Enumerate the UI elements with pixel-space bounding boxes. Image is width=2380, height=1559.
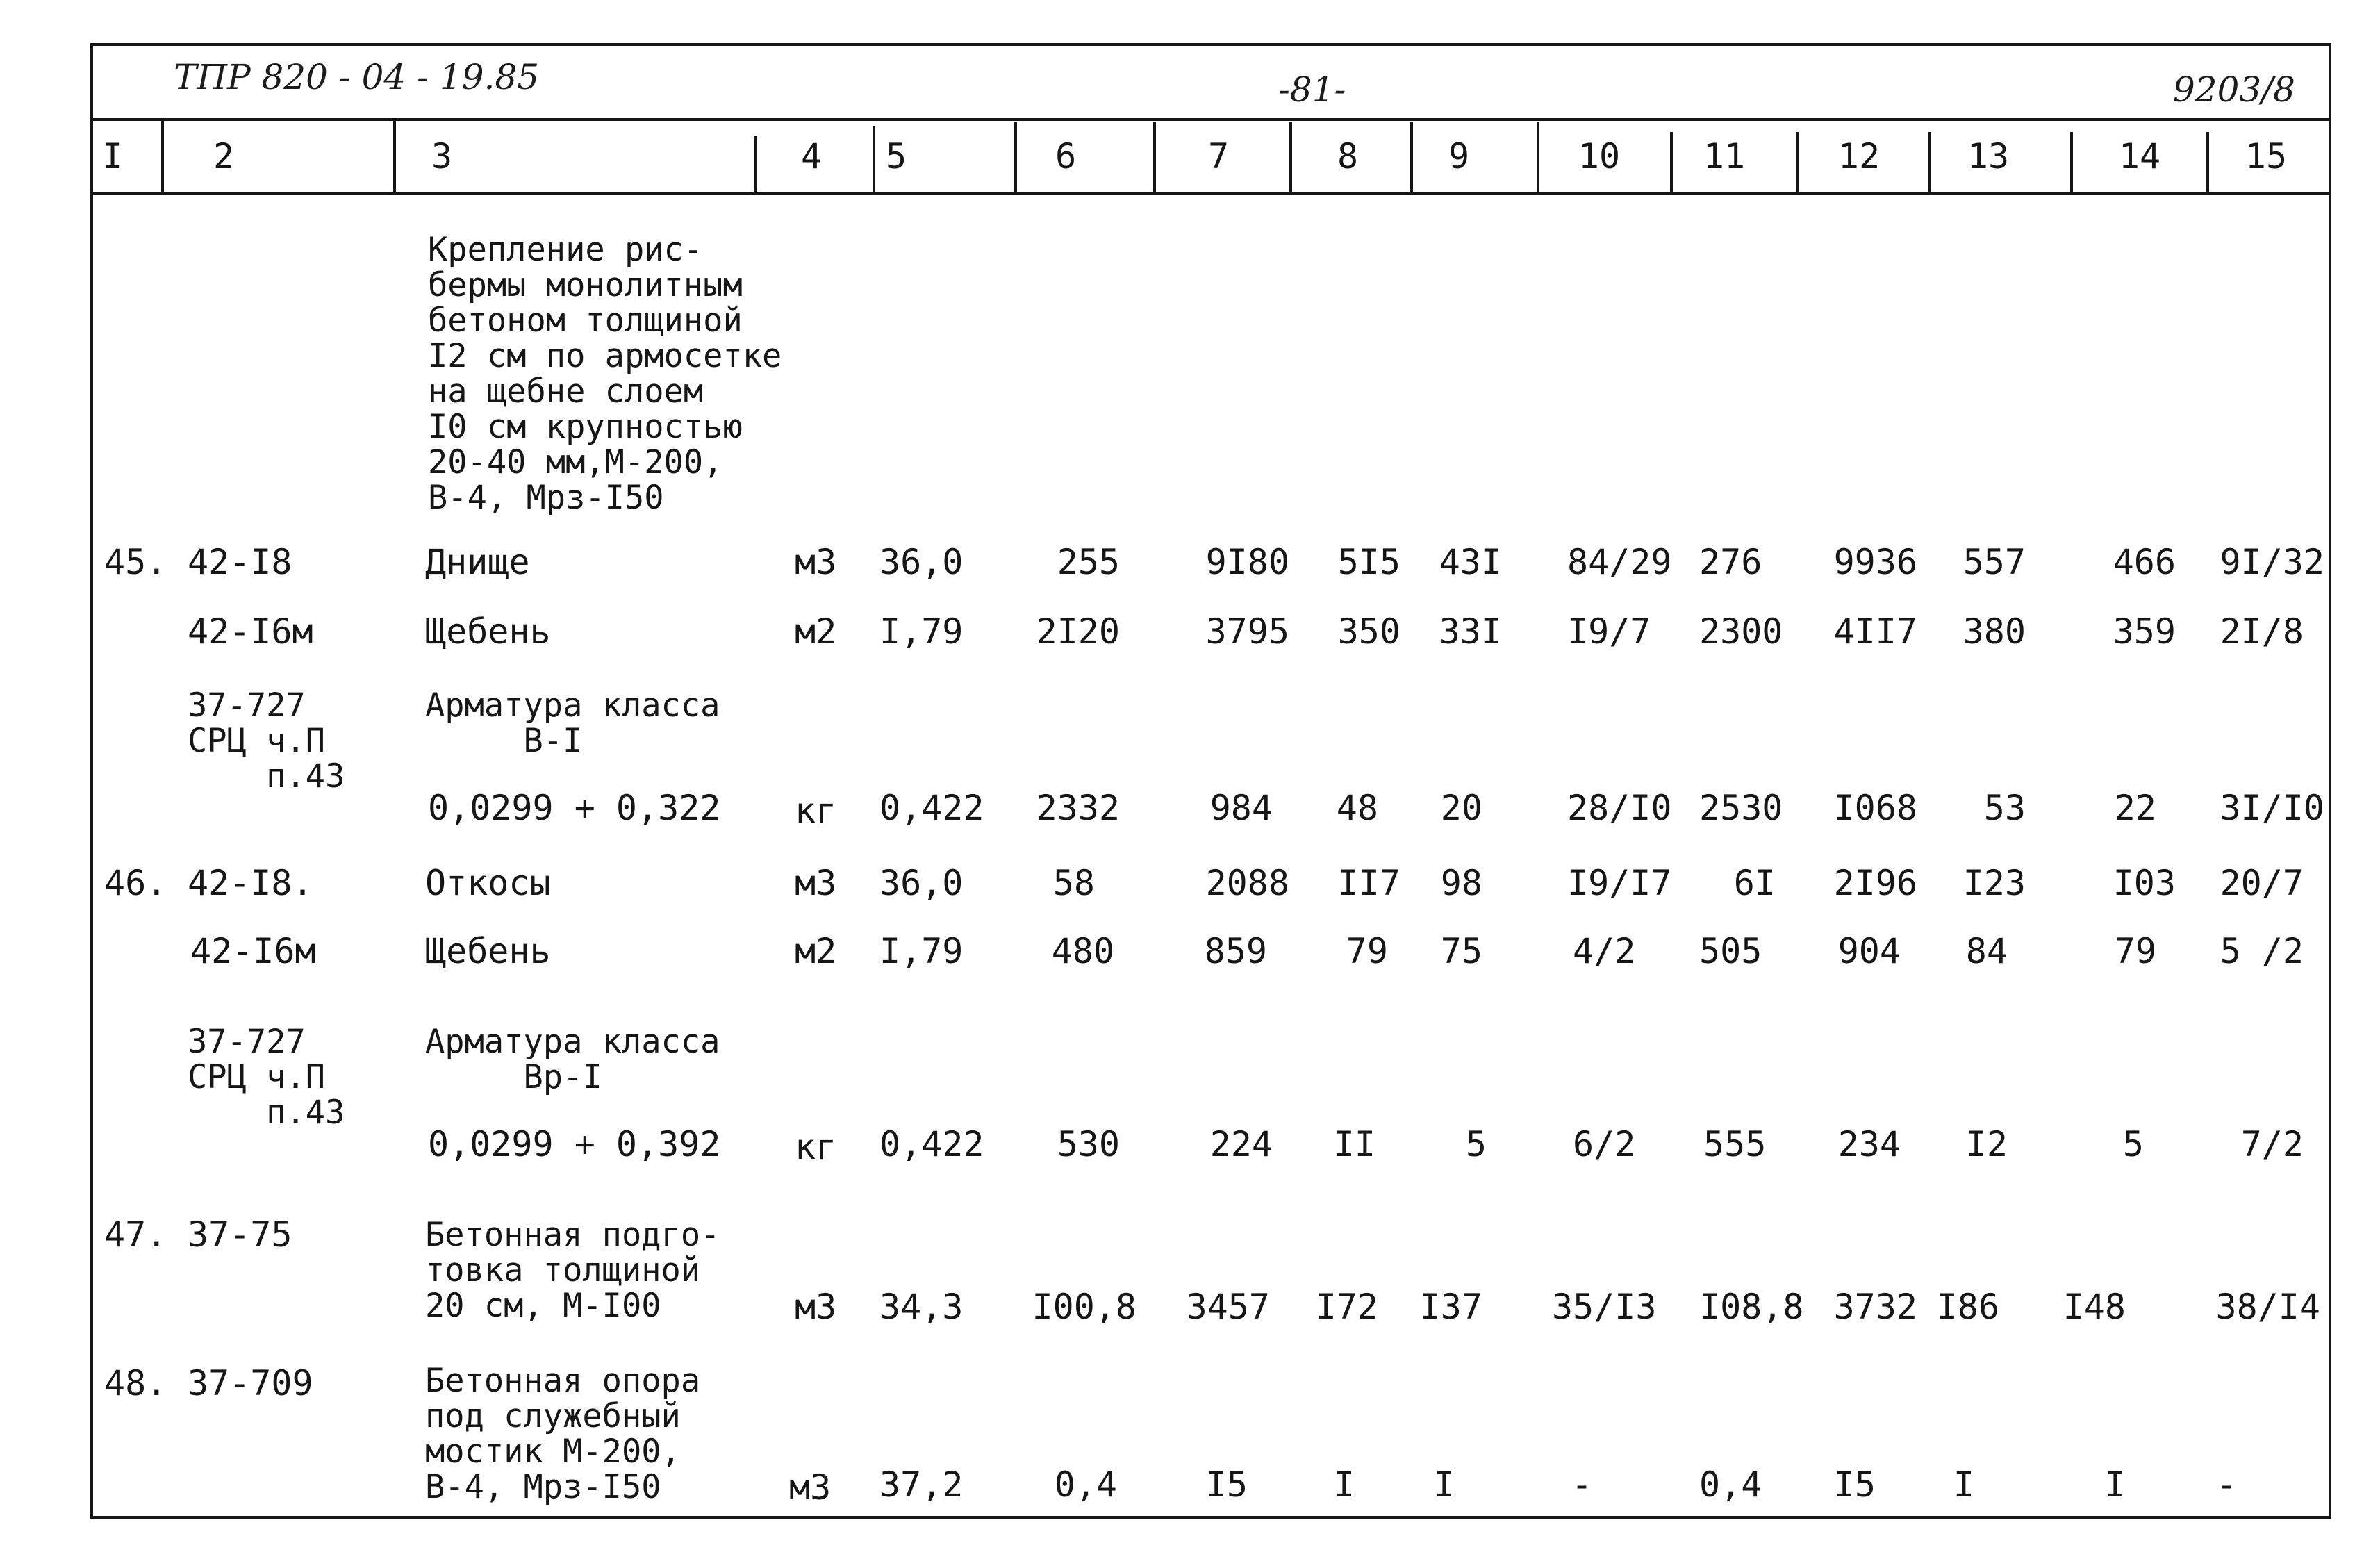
row-c10: 6/2 bbox=[1573, 1124, 1636, 1164]
row-c12: I068 bbox=[1833, 788, 1917, 828]
row-c12: 9936 bbox=[1833, 542, 1917, 582]
row-code: 42-I8. bbox=[188, 863, 313, 903]
col-divider bbox=[393, 119, 396, 192]
col-num-6: 6 bbox=[1055, 136, 1077, 176]
row-c6: 530 bbox=[1057, 1124, 1120, 1164]
row-unit: м3 bbox=[795, 542, 837, 582]
row-c7: 2088 bbox=[1205, 863, 1289, 903]
row-unit: м3 bbox=[789, 1467, 832, 1508]
row-c9: I37 bbox=[1419, 1287, 1482, 1327]
row-c5: I,79 bbox=[879, 611, 964, 652]
row-c10: 84/29 bbox=[1567, 542, 1672, 582]
row-c13: 380 bbox=[1962, 611, 2026, 652]
row-c6: I00,8 bbox=[1032, 1287, 1137, 1327]
col-divider bbox=[1537, 122, 1539, 192]
row-c7: 984 bbox=[1209, 788, 1273, 828]
col-num-5: 5 bbox=[885, 136, 907, 176]
header-line-bottom bbox=[90, 192, 2329, 195]
row-c9: 5 bbox=[1465, 1124, 1487, 1164]
row-unit: м2 bbox=[795, 931, 837, 971]
row-c6: 255 bbox=[1057, 542, 1120, 582]
row-c10: I9/7 bbox=[1567, 611, 1651, 652]
row-c13: I2 bbox=[1965, 1124, 2008, 1164]
row-c11: I08,8 bbox=[1699, 1287, 1804, 1327]
row-c9: I bbox=[1433, 1465, 1455, 1505]
row-c8: II7 bbox=[1337, 863, 1400, 903]
row-code: 42-I6м bbox=[188, 611, 313, 652]
page-number: -81- bbox=[1278, 69, 1346, 110]
row-code: 37-75 bbox=[188, 1214, 292, 1255]
col-divider bbox=[1014, 122, 1017, 192]
row-c9: 98 bbox=[1440, 863, 1482, 903]
col-num-13: 13 bbox=[1967, 136, 2010, 176]
row-c8: I bbox=[1333, 1465, 1355, 1505]
row-c7: 3457 bbox=[1186, 1287, 1270, 1327]
col-num-7: 7 bbox=[1207, 136, 1230, 176]
col-num-14: 14 bbox=[2118, 136, 2161, 176]
row-code: 37-709 bbox=[188, 1363, 313, 1403]
row-c13: I23 bbox=[1962, 863, 2026, 903]
row-c13: 84 bbox=[1965, 931, 2008, 971]
row-name: Днище bbox=[425, 542, 530, 582]
row-code-multiline: 37-727 СРЦ ч.П п.43 bbox=[188, 1023, 345, 1132]
row-c15: 2I/8 bbox=[2220, 611, 2304, 652]
col-num-8: 8 bbox=[1337, 136, 1359, 176]
col-num-4: 4 bbox=[800, 136, 823, 176]
row-name: 0,0299 + 0,392 bbox=[428, 1124, 721, 1164]
row-c10: 28/I0 bbox=[1567, 788, 1672, 828]
row-name-multiline: Арматура класса В-I bbox=[425, 686, 720, 760]
intro-description: Крепление рис- бермы монолитным бетоном толщиной I2 см по армосетке на щебне слоем I0 см крупностью 20-40 мм,М-200, В-4, Мрз-I50 bbox=[428, 231, 782, 517]
row-c5: 36,0 bbox=[879, 863, 964, 903]
row-c5: 36,0 bbox=[879, 542, 964, 582]
row-c15: 3I/I0 bbox=[2220, 788, 2324, 828]
col-divider bbox=[1928, 132, 1931, 192]
row-c12: 904 bbox=[1837, 931, 1901, 971]
row-c9: 33I bbox=[1439, 611, 1502, 652]
col-num-10: 10 bbox=[1578, 136, 1621, 176]
row-c7: I5 bbox=[1205, 1465, 1248, 1505]
row-c11: 276 bbox=[1699, 542, 1762, 582]
col-divider bbox=[873, 126, 875, 192]
row-c8: 79 bbox=[1346, 931, 1388, 971]
row-no: 45. bbox=[104, 542, 167, 582]
doc-code: ТПР 820 - 04 - 19.85 bbox=[174, 57, 540, 97]
row-c11: 0,4 bbox=[1699, 1465, 1762, 1505]
row-unit: кг bbox=[795, 1127, 837, 1167]
row-c7: 3795 bbox=[1205, 611, 1289, 652]
row-c12: 4II7 bbox=[1833, 611, 1917, 652]
row-c15: 38/I4 bbox=[2215, 1287, 2320, 1327]
row-c8: 350 bbox=[1337, 611, 1400, 652]
row-c14: I03 bbox=[2113, 863, 2176, 903]
row-code: 42-I8 bbox=[188, 542, 292, 582]
row-c12: 3732 bbox=[1833, 1287, 1917, 1327]
row-c5: 37,2 bbox=[879, 1465, 964, 1505]
col-divider bbox=[2206, 132, 2209, 192]
col-num-1: I bbox=[101, 136, 124, 176]
col-num-2: 2 bbox=[213, 136, 235, 176]
row-c11: 2300 bbox=[1699, 611, 1783, 652]
row-name: 0,0299 + 0,322 bbox=[428, 788, 721, 828]
row-c8: I72 bbox=[1315, 1287, 1378, 1327]
row-name-multiline: Арматура класса Вр-I bbox=[425, 1023, 720, 1096]
row-no: 47. bbox=[104, 1214, 167, 1255]
row-c13: 557 bbox=[1962, 542, 2026, 582]
row-unit: м3 bbox=[795, 863, 837, 903]
row-c9: 20 bbox=[1440, 788, 1482, 828]
col-divider bbox=[1289, 122, 1292, 192]
sheet-number: 9203/8 bbox=[2173, 69, 2295, 110]
row-c5: 0,422 bbox=[879, 1124, 984, 1164]
row-c5: 0,422 bbox=[879, 788, 984, 828]
row-c8: 5I5 bbox=[1337, 542, 1400, 582]
row-name: Щебень bbox=[425, 931, 551, 971]
row-c15: 5 /2 bbox=[2220, 931, 2304, 971]
row-c9: 43I bbox=[1439, 542, 1502, 582]
row-c14: I48 bbox=[2063, 1287, 2126, 1327]
row-c6: 2332 bbox=[1036, 788, 1120, 828]
col-num-9: 9 bbox=[1448, 136, 1470, 176]
row-c7: 224 bbox=[1209, 1124, 1273, 1164]
row-c15: 9I/32 bbox=[2220, 542, 2324, 582]
row-c15: 20/7 bbox=[2220, 863, 2304, 903]
row-c10: 4/2 bbox=[1573, 931, 1636, 971]
row-c8: II bbox=[1333, 1124, 1375, 1164]
row-c12: 2I96 bbox=[1833, 863, 1917, 903]
col-num-12: 12 bbox=[1837, 136, 1881, 176]
row-c11: 2530 bbox=[1699, 788, 1783, 828]
row-unit: кг bbox=[795, 791, 837, 831]
col-divider bbox=[1410, 122, 1413, 192]
row-c14: 5 bbox=[2122, 1124, 2144, 1164]
col-divider bbox=[1153, 122, 1156, 192]
col-num-11: 11 bbox=[1703, 136, 1746, 176]
row-c6: 2I20 bbox=[1036, 611, 1120, 652]
row-c12: I5 bbox=[1833, 1465, 1876, 1505]
col-divider bbox=[2070, 132, 2073, 192]
row-c5: I,79 bbox=[879, 931, 964, 971]
row-unit: м2 bbox=[795, 611, 837, 652]
header-line-top bbox=[90, 118, 2329, 121]
row-name-multiline: Бетонная опора под служебный мостик М-200, В-4, Мрз-I50 bbox=[425, 1362, 701, 1506]
row-unit: м3 bbox=[795, 1287, 837, 1327]
row-c7: 9I80 bbox=[1205, 542, 1289, 582]
row-c13: 53 bbox=[1983, 788, 2026, 828]
row-code: 42-I6м bbox=[190, 931, 316, 971]
row-c13: I86 bbox=[1936, 1287, 1999, 1327]
col-divider bbox=[161, 119, 164, 192]
row-c6: 480 bbox=[1051, 931, 1114, 971]
row-c8: 48 bbox=[1336, 788, 1378, 828]
row-c10: 35/I3 bbox=[1552, 1287, 1657, 1327]
row-c6: 58 bbox=[1052, 863, 1095, 903]
row-c14: 79 bbox=[2114, 931, 2156, 971]
col-num-15: 15 bbox=[2245, 136, 2288, 176]
row-c15: 7/2 bbox=[2240, 1124, 2304, 1164]
row-c15: - bbox=[2215, 1465, 2237, 1505]
col-num-3: 3 bbox=[431, 136, 453, 176]
row-c14: 359 bbox=[2113, 611, 2176, 652]
row-c12: 234 bbox=[1837, 1124, 1901, 1164]
row-c6: 0,4 bbox=[1054, 1465, 1117, 1505]
row-c9: 75 bbox=[1440, 931, 1482, 971]
col-divider bbox=[1796, 132, 1799, 192]
row-c13: I bbox=[1953, 1465, 1974, 1505]
row-c11: 505 bbox=[1699, 931, 1762, 971]
row-c14: 466 bbox=[2113, 542, 2176, 582]
row-c14: 22 bbox=[2114, 788, 2156, 828]
row-c11: 555 bbox=[1703, 1124, 1767, 1164]
row-name-multiline: Бетонная подго- товка толщиной 20 см, М-I00 bbox=[425, 1216, 720, 1325]
row-code-multiline: 37-727 СРЦ ч.П п.43 bbox=[188, 686, 345, 795]
row-c5: 34,3 bbox=[879, 1287, 964, 1327]
row-no: 46. bbox=[104, 863, 167, 903]
row-c10: I9/I7 bbox=[1567, 863, 1672, 903]
row-c10: - bbox=[1571, 1465, 1593, 1505]
col-divider bbox=[1670, 132, 1673, 192]
row-name: Откосы bbox=[425, 863, 551, 903]
row-c14: I bbox=[2104, 1465, 2126, 1505]
row-c11: 6I bbox=[1733, 863, 1776, 903]
row-name: Щебень bbox=[425, 611, 551, 652]
row-no: 48. bbox=[104, 1363, 167, 1403]
col-divider bbox=[754, 136, 757, 192]
row-c7: 859 bbox=[1204, 931, 1267, 971]
